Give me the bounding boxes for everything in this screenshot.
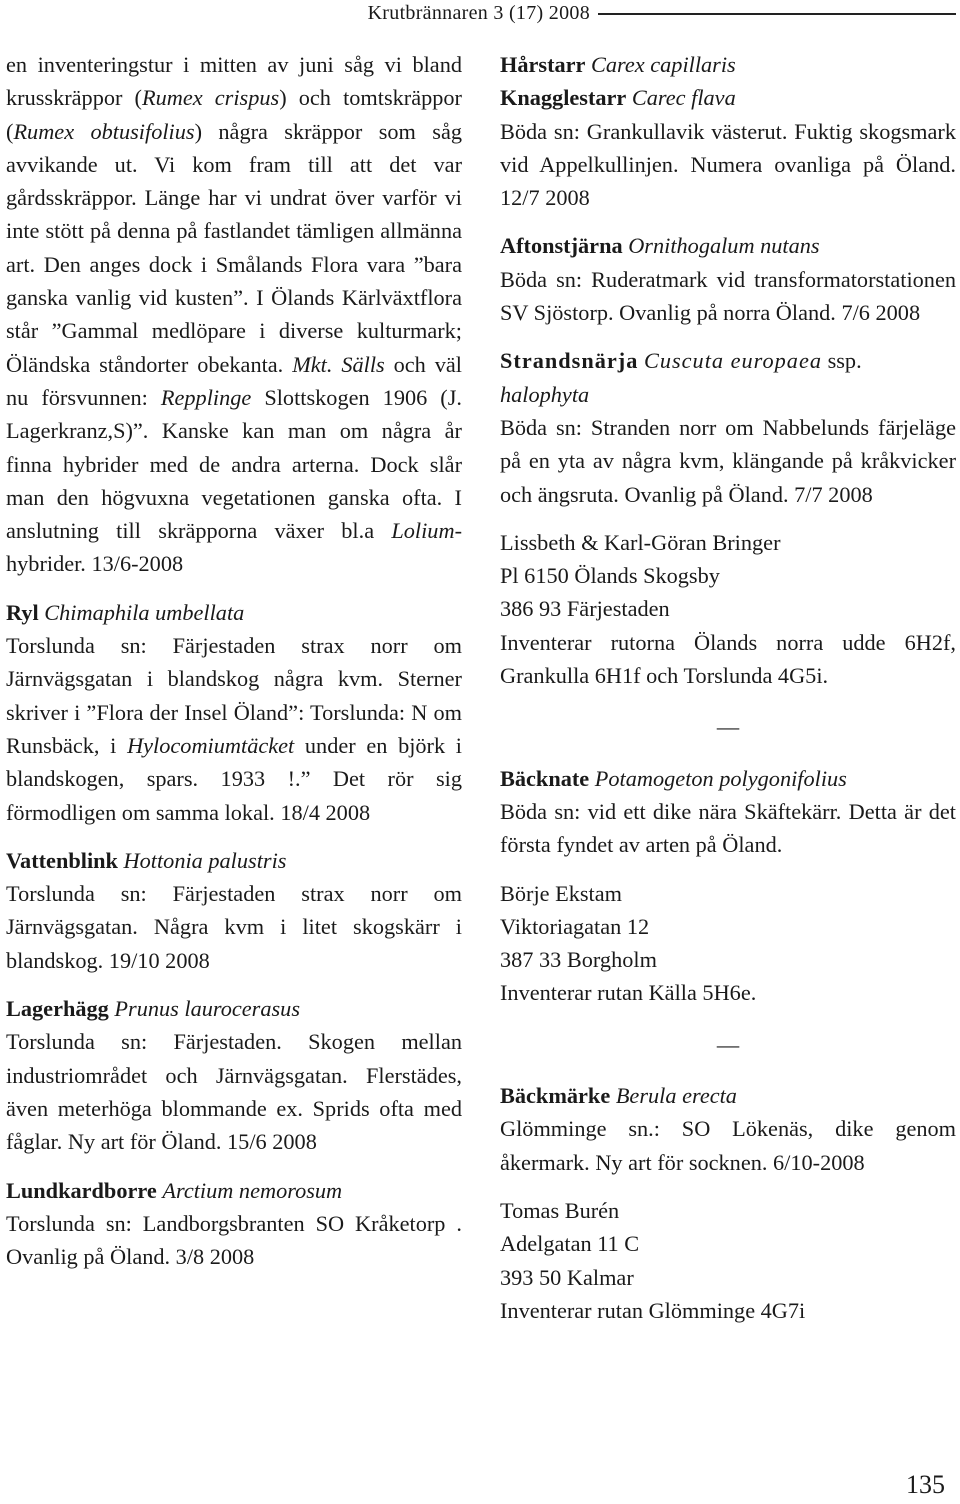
entry-text: Böda sn: Grankullavik västerut. Fuktig skogsmark vid Appelkullinjen. Numera ovanliga på Öland. 12/7 2008	[500, 118, 956, 211]
species-name: Lundkardborre	[6, 1177, 157, 1203]
latin-name: Carec flava	[631, 85, 736, 111]
latin-name: Berula erecta	[615, 1083, 737, 1109]
latin-name: Carex capillaris	[591, 52, 736, 77]
species-name: Hårstarr	[500, 52, 586, 77]
species-name: Strandsnärja	[500, 348, 639, 374]
entry-text: Böda sn: Ruderatmark vid transformatorstationen SV Sjöstorp. Ovanlig på norra Öland. 7/6 2008	[500, 266, 956, 326]
intro-paragraph: en inventeringstur i mitten av juni såg vi bland krusskräppor (Rumex crispus) och tomtskräppor (Rumex obtusifolius) några skräppor som såg avvikande ut. Vi kom fram till att det var gårdsskräppor. Länge har vi undrat över varför vi inte stött på denna på fastlandet tämligen allmänna art. Den anges dock i Smålands Flora vara ”bara ganska vanlig vid kusten”. I Ölands Kärlväxtflora står ”Gammal medlöpare i diverse kulturmark; Öländska ståndorter obekanta. Mkt. Sälls och väl nu försvunnen: Repplinge Slottskogen 1906 (J. Lagerkranz,S)”. Kanske kan man om några år finna hybrider med de andra arterna. Dock slår man den högvuxna vegetationen ganska ofta. I anslutning till skräpporna växer bl.a Lolium-hybrider. 13/6-2008	[6, 52, 462, 577]
species-name: Knagglestarr	[500, 85, 627, 111]
running-header: Krutbrännaren 3 (17) 2008	[367, 2, 590, 24]
left-column	[6, 48, 462, 1288]
right-column	[500, 48, 956, 1342]
latin-name: Potamogeton polygonifolius	[594, 765, 847, 791]
latin-name: Ornithogalum nutans	[628, 233, 820, 259]
latin-name: Cuscuta europaea	[643, 348, 822, 374]
entry-text: Torslunda sn: Färjestaden strax norr om Järnvägsgatan. Några kvm i litet skogskärr i blandskog. 19/10 2008	[6, 881, 462, 973]
species-entry-lagerhagg	[6, 992, 462, 1158]
species-entry-lundkardborre	[6, 1174, 462, 1274]
author-address: Börje Ekstam Viktoriagatan 12 387 33 Borgholm Inventerar rutan Källa 5H6e.	[500, 880, 757, 1006]
species-name: Bäckmärke	[500, 1083, 611, 1109]
species-entry-knagglestarr	[500, 48, 956, 214]
latin-name: Chimaphila umbellata	[44, 599, 245, 625]
page-number: 135	[906, 1470, 945, 1499]
latin-name: Hottonia palustris	[123, 847, 287, 873]
latin-name: Prunus laurocerasus	[114, 996, 300, 1022]
species-name: Vattenblink	[6, 847, 118, 873]
section-divider: —	[716, 714, 740, 740]
species-name: Lagerhägg	[6, 996, 109, 1022]
entry-text: Böda sn: vid ett dike nära Skäftekärr. Detta är det första fyndet av arten på Öland.	[500, 798, 956, 858]
species-entry-ryl: Ryl Chimaphila umbellata Torslunda sn: Färjestaden strax norr om Järnvägsgatan i blandskog några kvm. Sterner skriver i ”Flora der Insel Öland”: Torslunda: N om Runsbäck, i Hylocomiumtäcket under en björk i blandskogen, spars. 1933 !.” Det rör sig förmodligen om samma lokal. 18/4 2008	[6, 599, 462, 825]
section-divider: —	[716, 1031, 740, 1057]
species-entry-vattenblink	[6, 844, 462, 977]
entry-text: Glömminge sn.: SO Lökenäs, dike genom åkermark. Ny art för socknen. 6/10-2008	[500, 1116, 956, 1175]
author-address: Lissbeth & Karl-Göran Bringer Pl 6150 Ölands Skogsby 386 93 Färjestaden Inventerar rutorna Ölands norra udde 6H2f, Grankulla 6H1f och Torslunda 4G5i.	[500, 529, 956, 689]
species-name: Ryl	[6, 599, 39, 625]
author-address: Tomas Burén Adelgatan 11 C 393 50 Kalmar Inventerar rutan Glömminge 4G7i	[500, 1197, 806, 1323]
entry-text: Torslunda sn: Färjestaden. Skogen mellan industriområdet och Järnvägsgatan. Flerstädes, även meterhöga blommande ex. Sprids ofta med fåglar. Ny art för Öland. 15/6 2008	[6, 1029, 462, 1155]
species-name: Aftonstjärna	[500, 233, 623, 259]
species-entry-strandsnarja: Strandsnärja Cuscuta europaea ssp. halophyta Böda sn: Stranden norr om Nabbelunds färjeläge på en yta av några kvm, klängande på kråkvicker och ängsruta. Ovanlig på Öland. 7/7 2008	[500, 348, 956, 507]
species-entry-backmarke	[500, 1079, 956, 1179]
header-rule	[598, 13, 956, 15]
entry-text: Torslunda sn: Landborgsbranten SO Kråketorp . Ovanlig på Öland. 3/8 2008	[6, 1210, 462, 1270]
latin-name: Arctium nemorosum	[162, 1177, 343, 1203]
species-entry-backnate	[500, 762, 956, 862]
species-entry-aftonstjarna	[500, 229, 956, 329]
species-name: Bäcknate	[500, 765, 590, 791]
entry-text: Böda sn: Stranden norr om Nabbelunds färjeläge på en yta av några kvm, klängande på kråkvicker och ängsruta. Ovanlig på Öland. 7/7 2008	[500, 414, 956, 507]
